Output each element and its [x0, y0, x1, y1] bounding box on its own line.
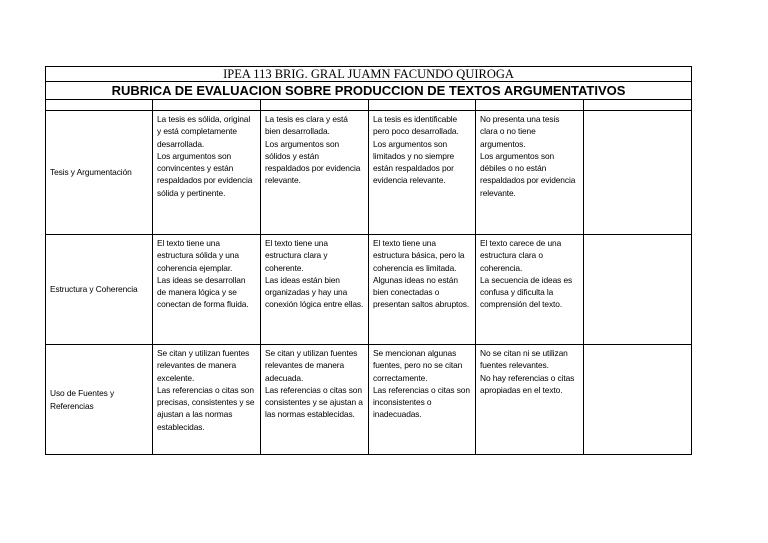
descriptor-text: Se citan y utilizan fuentes relevantes de manera adecuada.: [265, 348, 358, 383]
descriptor-text: No se citan ni se utilizan fuentes relevantes.: [480, 348, 568, 371]
empty-level-cell: [584, 235, 692, 345]
descriptor-text: Algunas ideas no están bien conectadas o presentan saltos abruptos.: [373, 274, 470, 310]
level-cell: [153, 235, 261, 345]
rubric-table: [45, 66, 692, 455]
descriptor-text: Las ideas están bien organizadas y hay una conexión lógica entre ellas.: [265, 274, 364, 310]
level-cell: [476, 235, 584, 345]
descriptor-text: El texto tiene una estructura clara y coherente.: [265, 238, 328, 273]
level-cell: [261, 111, 369, 235]
level-cell: [369, 345, 476, 455]
level-cell: [261, 345, 369, 455]
descriptor-text: Se mencionan algunas fuentes, pero no se citan correctamente.: [373, 348, 463, 383]
empty-level-cell: [584, 111, 692, 235]
criterion-label: Tesis y Argumentación: [46, 111, 153, 235]
descriptor-text: El texto tiene una estructura sólida y una coherencia ejemplar.: [157, 238, 239, 273]
descriptor-text: El texto carece de una estructura clara o coherencia.: [480, 238, 562, 273]
level-cell: [369, 111, 476, 235]
level-cell: [369, 235, 476, 345]
descriptor-text: Se citan y utilizan fuentes relevantes de manera excelente.: [157, 348, 250, 383]
blank-cell: [369, 100, 476, 111]
blank-cell: [584, 100, 692, 111]
descriptor-text: Las ideas se desarrollan de manera lógica y se conectan de forma fluida.: [157, 274, 249, 310]
descriptor-text: Las referencias o citas son precisas, consistentes y se ajustan a las normas establecidas.: [157, 384, 255, 432]
descriptor-text: La secuencia de ideas es confusa y dificulta la comprensión del texto.: [480, 274, 573, 310]
descriptor-text: Los argumentos son sólidos y están respaldados por evidencia relevante.: [265, 138, 361, 186]
school-name: IPEA 113 BRIG. GRAL JUAMN FACUNDO QUIROGA: [46, 67, 692, 82]
descriptor-text: Los argumentos son convincentes y están respaldados por evidencia sólida y pertinente.: [157, 150, 253, 198]
blank-cell: [476, 100, 584, 111]
descriptor-text: Las referencias o citas son consistentes y se ajustan a las normas establecidas.: [265, 384, 363, 420]
table-row: [46, 345, 692, 455]
descriptor-text: No presenta una tesis clara o no tiene argumentos.: [480, 114, 560, 149]
descriptor-text: La tesis es clara y está bien desarrollada.: [265, 114, 348, 137]
empty-level-cell: [584, 345, 692, 455]
level-cell: [476, 345, 584, 455]
blank-cell: [261, 100, 369, 111]
descriptor-text: Los argumentos son limitados y no siempre están respaldados por evidencia relevante.: [373, 138, 455, 186]
level-cell: [153, 345, 261, 455]
level-cell: [153, 111, 261, 235]
criterion-label: Uso de Fuentes y Referencias: [46, 345, 153, 455]
blank-cell: [153, 100, 261, 111]
descriptor-text: El texto tiene una estructura básica, pero la coherencia es limitada.: [373, 238, 465, 273]
criterion-label: Estructura y Coherencia: [46, 235, 153, 345]
level-cell: [261, 235, 369, 345]
descriptor-text: La tesis es identificable pero poco desarrollada.: [373, 114, 459, 137]
rubric-sheet: [45, 66, 691, 455]
descriptor-text: Los argumentos son débiles o no están respaldados por evidencia relevante.: [480, 150, 576, 198]
descriptor-text: No hay referencias o citas apropiadas en el texto.: [480, 372, 575, 395]
blank-cell: [46, 100, 153, 111]
descriptor-text: La tesis es sólida, original y está completamente desarrollada.: [157, 114, 251, 149]
table-row: [46, 111, 692, 235]
table-row: [46, 235, 692, 345]
descriptor-text: Las referencias o citas son inconsistentes o inadecuadas.: [373, 384, 470, 420]
level-cell: [476, 111, 584, 235]
rubric-title: RUBRICA DE EVALUACION SOBRE PRODUCCION DE TEXTOS ARGUMENTATIVOS: [46, 82, 692, 100]
